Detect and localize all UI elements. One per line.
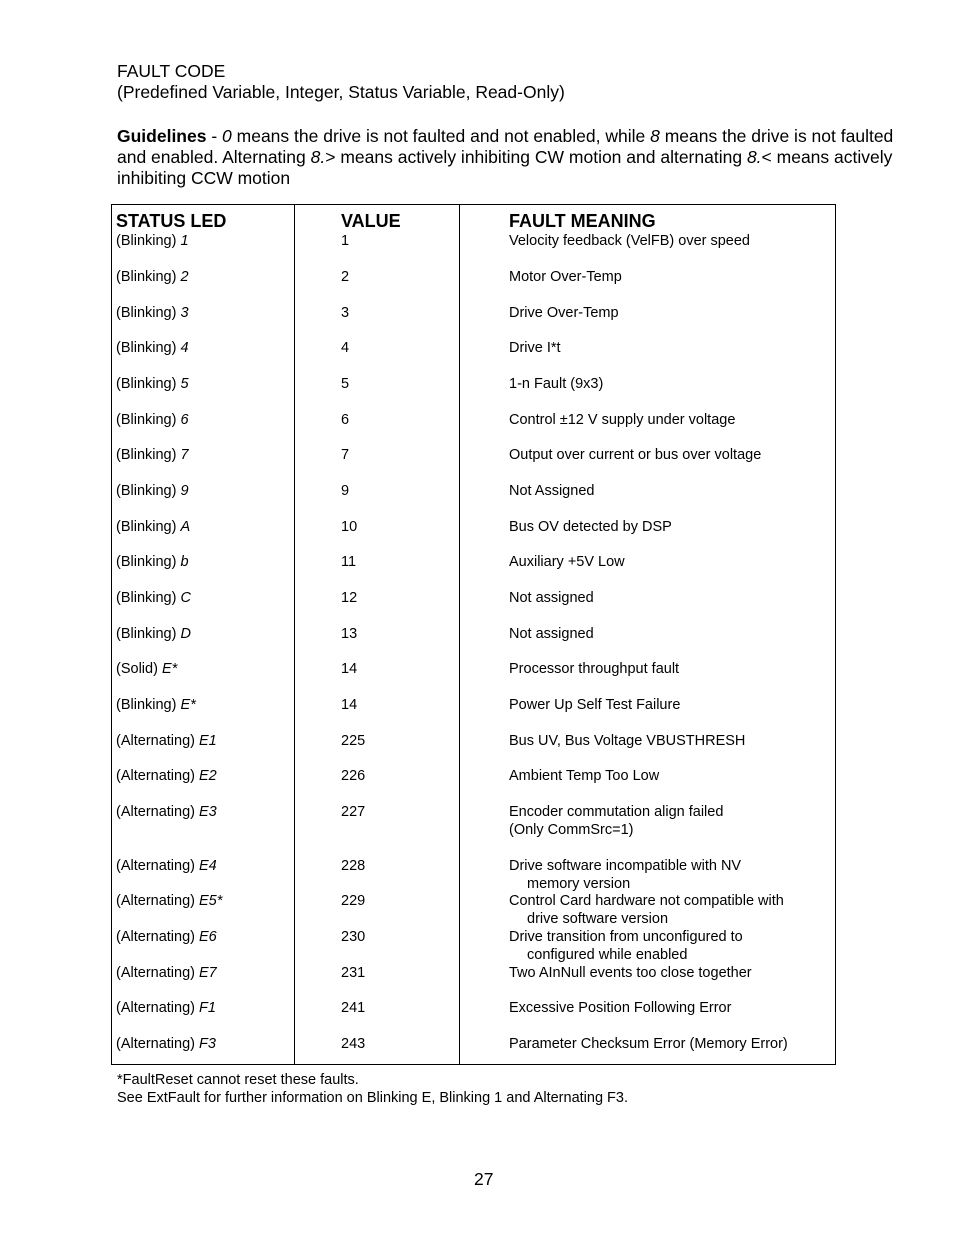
status-led-cell — [116, 999, 216, 1017]
status-led-mode: (Blinking) — [116, 590, 181, 606]
value-cell: 12 — [341, 590, 358, 606]
guidelines-value: 8. — [310, 147, 326, 167]
page-number: 27 — [474, 1169, 494, 1189]
status-led-code: A — [180, 519, 191, 535]
status-led-mode: (Blinking) — [116, 447, 181, 463]
fault-meaning-continuation: configured while enabled — [527, 947, 688, 963]
fault-meaning-text: Control Card hardware not compatible with — [509, 893, 784, 909]
status-led-code: E2 — [199, 768, 217, 784]
guidelines-value: 8 — [650, 126, 660, 146]
guidelines-text: means the drive is not faulted and not enabled, while — [231, 126, 651, 146]
guidelines-value: 8. — [746, 147, 762, 167]
title-line-1: FAULT CODE — [117, 61, 226, 81]
status-led-cell — [116, 625, 191, 643]
status-led-cell — [116, 482, 189, 500]
fault-meaning-text: Bus OV detected by DSP — [509, 519, 672, 535]
value-cell: 228 — [341, 858, 366, 874]
fault-meaning-text: Auxiliary +5V Low — [509, 554, 625, 570]
guidelines-value: 0 — [222, 126, 232, 146]
fault-meaning-cell — [509, 696, 829, 714]
fault-meaning-cell — [509, 892, 829, 928]
status-led-cell — [116, 732, 217, 750]
status-led-code: E* — [161, 661, 178, 677]
value-cell: 226 — [341, 768, 366, 784]
status-led-code: 3 — [180, 305, 189, 321]
footnotes — [117, 1071, 628, 1107]
status-led-cell — [116, 339, 189, 357]
guidelines-paragraph — [117, 126, 907, 189]
column-divider — [459, 205, 460, 1064]
page-title — [117, 61, 565, 103]
fault-meaning-cell — [509, 660, 829, 678]
fault-meaning-text: Not assigned — [509, 590, 594, 606]
fault-meaning-text: Parameter Checksum Error (Memory Error) — [509, 1036, 788, 1052]
fault-meaning-cell — [509, 339, 829, 357]
status-led-cell — [116, 375, 189, 393]
status-led-mode: (Blinking) — [116, 269, 181, 285]
value-cell: 14 — [341, 697, 358, 713]
guidelines-text: - — [206, 126, 223, 146]
status-led-code: E* — [180, 697, 196, 713]
status-led-code: D — [180, 626, 191, 642]
status-led-cell — [116, 1035, 216, 1053]
status-led-mode: (Blinking) — [116, 412, 181, 428]
value-cell: 11 — [341, 554, 357, 570]
status-led-mode: (Alternating) — [116, 768, 200, 784]
fault-meaning-cell — [509, 446, 829, 464]
status-led-code: E6 — [199, 929, 217, 945]
status-led-cell — [116, 964, 217, 982]
fault-meaning-text: Processor throughput fault — [509, 661, 680, 677]
fault-meaning-text: Bus UV, Bus Voltage VBUSTHRESH — [509, 733, 746, 749]
status-led-mode: (Alternating) — [116, 965, 200, 981]
fault-meaning-cell — [509, 411, 829, 429]
fault-meaning-cell — [509, 553, 829, 571]
header-status-led: STATUS LED — [116, 211, 227, 231]
status-led-mode: (Alternating) — [116, 804, 200, 820]
status-led-cell — [116, 892, 222, 910]
status-led-code: 9 — [180, 483, 189, 499]
status-led-cell — [116, 268, 189, 286]
fault-code-table — [111, 204, 836, 1065]
status-led-code: 1 — [180, 233, 189, 249]
status-led-mode: (Alternating) — [116, 733, 200, 749]
status-led-code: 6 — [180, 412, 189, 428]
fault-meaning-text: Not Assigned — [509, 483, 595, 499]
fault-meaning-continuation: (Only CommSrc=1) — [509, 822, 634, 838]
fault-meaning-cell — [509, 589, 829, 607]
status-led-mode: (Solid) — [116, 661, 162, 677]
fault-meaning-text: Ambient Temp Too Low — [509, 768, 660, 784]
footnote-extfault: See ExtFault for further information on Blinking E, Blinking 1 and Alternating F3. — [117, 1090, 628, 1106]
status-led-cell — [116, 411, 189, 429]
value-cell: 3 — [341, 305, 350, 321]
status-led-mode: (Blinking) — [116, 483, 181, 499]
fault-meaning-cell — [509, 518, 829, 536]
guidelines-label: Guidelines — [117, 126, 207, 146]
fault-meaning-text: Two AInNull events too close together — [509, 965, 752, 981]
guidelines-text: means the drive is not faulted and enabled. Alternating — [117, 126, 894, 167]
value-cell: 5 — [341, 376, 350, 392]
fault-meaning-text: Power Up Self Test Failure — [509, 697, 681, 713]
status-led-mode: (Blinking) — [116, 305, 181, 321]
fault-meaning-cell — [509, 625, 829, 643]
value-cell: 2 — [341, 269, 350, 285]
status-led-cell — [116, 518, 190, 536]
status-led-code: 5 — [180, 376, 189, 392]
status-led-mode: (Alternating) — [116, 858, 200, 874]
column-divider — [294, 205, 295, 1064]
fault-meaning-text: Encoder commutation align failed — [509, 804, 724, 820]
value-cell: 227 — [341, 804, 366, 820]
status-led-code: C — [180, 590, 191, 606]
fault-meaning-text: Drive I*t — [509, 340, 561, 356]
fault-meaning-text: 1-n Fault (9x3) — [509, 376, 604, 392]
status-led-cell — [116, 696, 196, 714]
guidelines-text: > means actively inhibiting CW motion and alternating — [325, 147, 747, 167]
title-line-2: (Predefined Variable, Integer, Status Variable, Read-Only) — [117, 82, 565, 102]
fault-meaning-cell — [509, 304, 829, 322]
status-led-mode: (Blinking) — [116, 233, 181, 249]
header-fault-meaning: FAULT MEANING — [509, 211, 656, 231]
fault-meaning-text: Motor Over-Temp — [509, 269, 622, 285]
fault-meaning-continuation: drive software version — [527, 911, 669, 927]
status-led-code: F3 — [199, 1036, 216, 1052]
status-led-cell — [116, 767, 217, 785]
status-led-cell — [116, 304, 189, 322]
status-led-cell — [116, 232, 189, 250]
value-cell: 7 — [341, 447, 350, 463]
fault-meaning-cell — [509, 767, 829, 785]
fault-meaning-text: Output over current or bus over voltage — [509, 447, 762, 463]
fault-meaning-cell — [509, 375, 829, 393]
value-cell: 230 — [341, 929, 366, 945]
status-led-mode: (Blinking) — [116, 554, 181, 570]
status-led-code: E7 — [199, 965, 217, 981]
value-cell: 1 — [341, 233, 350, 249]
status-led-cell — [116, 803, 217, 821]
status-led-cell — [116, 857, 217, 875]
fault-meaning-text: Drive software incompatible with NV — [509, 858, 742, 874]
fault-meaning-text: Control ±12 V supply under voltage — [509, 412, 736, 428]
status-led-mode: (Alternating) — [116, 929, 200, 945]
status-led-code: b — [180, 554, 189, 570]
status-led-code: E5* — [199, 893, 223, 909]
status-led-mode: (Alternating) — [116, 1000, 200, 1016]
value-cell: 13 — [341, 626, 358, 642]
fault-meaning-text: Not assigned — [509, 626, 594, 642]
status-led-mode: (Blinking) — [116, 697, 181, 713]
fault-meaning-cell — [509, 803, 829, 839]
status-led-mode: (Blinking) — [116, 376, 181, 392]
value-cell: 10 — [341, 519, 358, 535]
fault-meaning-cell — [509, 964, 829, 982]
value-cell: 14 — [341, 661, 358, 677]
footnote-faultreset: *FaultReset cannot reset these faults. — [117, 1072, 359, 1088]
fault-meaning-cell — [509, 1035, 829, 1053]
status-led-mode: (Blinking) — [116, 626, 181, 642]
header-value: VALUE — [341, 211, 401, 231]
fault-meaning-cell — [509, 928, 829, 964]
value-cell: 225 — [341, 733, 366, 749]
fault-meaning-text: Velocity feedback (VelFB) over speed — [509, 233, 750, 249]
value-cell: 231 — [341, 965, 366, 981]
status-led-code: E1 — [199, 733, 217, 749]
status-led-mode: (Blinking) — [116, 340, 181, 356]
status-led-cell — [116, 660, 177, 678]
status-led-code: 4 — [180, 340, 189, 356]
status-led-mode: (Alternating) — [116, 893, 200, 909]
status-led-cell — [116, 446, 189, 464]
fault-meaning-cell — [509, 232, 829, 250]
fault-meaning-cell — [509, 857, 829, 893]
fault-meaning-text: Drive transition from unconfigured to — [509, 929, 743, 945]
value-cell: 241 — [341, 1000, 366, 1016]
status-led-code: 2 — [180, 269, 189, 285]
value-cell: 229 — [341, 893, 366, 909]
value-cell: 9 — [341, 483, 350, 499]
fault-meaning-text: Excessive Position Following Error — [509, 1000, 732, 1016]
fault-meaning-continuation: memory version — [527, 876, 631, 892]
status-led-cell — [116, 553, 189, 571]
status-led-cell — [116, 589, 191, 607]
value-cell: 6 — [341, 412, 350, 428]
status-led-code: F1 — [199, 1000, 216, 1016]
value-cell: 243 — [341, 1036, 366, 1052]
status-led-code: 7 — [180, 447, 189, 463]
fault-meaning-cell — [509, 268, 829, 286]
guidelines-text: < means actively inhibiting CCW motion — [117, 147, 893, 188]
status-led-cell — [116, 928, 217, 946]
status-led-code: E3 — [199, 804, 217, 820]
value-cell: 4 — [341, 340, 350, 356]
status-led-mode: (Blinking) — [116, 519, 181, 535]
fault-meaning-cell — [509, 732, 829, 750]
fault-meaning-cell — [509, 482, 829, 500]
fault-meaning-cell — [509, 999, 829, 1017]
fault-meaning-text: Drive Over-Temp — [509, 305, 619, 321]
status-led-mode: (Alternating) — [116, 1036, 200, 1052]
status-led-code: E4 — [199, 858, 217, 874]
